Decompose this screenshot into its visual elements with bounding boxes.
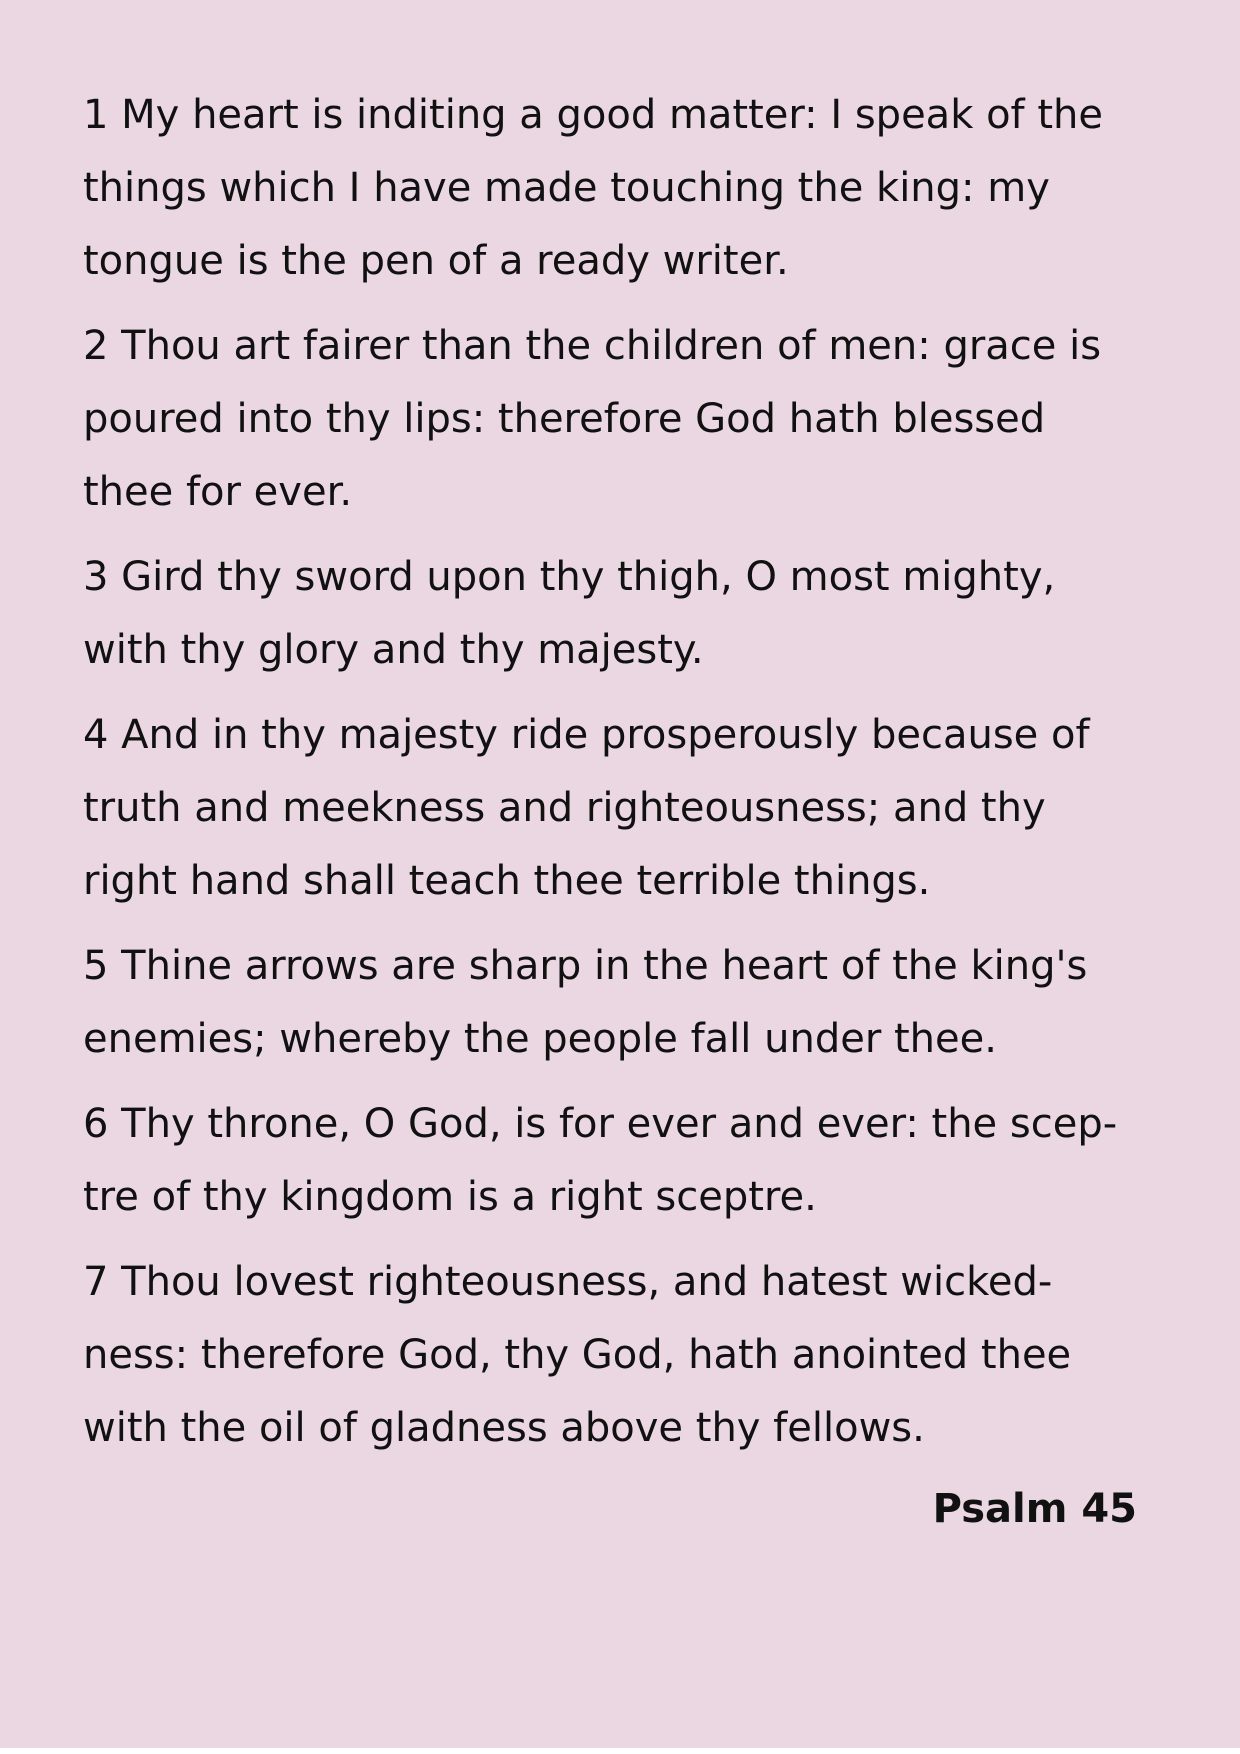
psalm-reference: Psalm 45	[932, 1486, 1137, 1532]
verse-line: tongue is the pen of a ready writer.	[83, 238, 789, 284]
verse-line: right hand shall teach thee terrible things.	[83, 858, 931, 904]
verse-line: ness: therefore God, thy God, hath anointed thee	[83, 1332, 1072, 1378]
verse-line: enemies; whereby the people fall under thee.	[83, 1016, 997, 1062]
verse-line: with the oil of gladness above thy fellows.	[83, 1405, 925, 1451]
verse-line: 5 Thine arrows are sharp in the heart of the king's	[83, 943, 1088, 989]
verse-line: 3 Gird thy sword upon thy thigh, O most mighty,	[83, 554, 1056, 600]
verse-line: with thy glory and thy majesty.	[83, 627, 704, 673]
verse-line: tre of thy kingdom is a right sceptre.	[83, 1174, 817, 1220]
verse-line: 6 Thy throne, O God, is for ever and ever: the scep-	[83, 1101, 1118, 1147]
verse-line: 4 And in thy majesty ride prosperously because of	[83, 712, 1090, 758]
verse-4	[83, 699, 1173, 918]
verse-line: things which I have made touching the king: my	[83, 165, 1050, 211]
verse-5	[83, 930, 1173, 1076]
verse-3	[83, 541, 1173, 687]
verse-line: 2 Thou art fairer than the children of men: grace is	[83, 323, 1102, 369]
verse-line: 7 Thou lovest righteousness, and hatest wicked-	[83, 1259, 1053, 1305]
verse-list	[83, 79, 1173, 1477]
verse-line: 1 My heart is inditing a good matter: I speak of the	[83, 92, 1103, 138]
verse-line: poured into thy lips: therefore God hath blessed	[83, 396, 1046, 442]
verse-7	[83, 1246, 1173, 1465]
verse-line: truth and meekness and righteousness; and thy	[83, 785, 1046, 831]
verse-6	[83, 1088, 1173, 1234]
verse-1	[83, 79, 1173, 298]
verse-line: thee for ever.	[83, 469, 353, 515]
verse-2	[83, 310, 1173, 529]
